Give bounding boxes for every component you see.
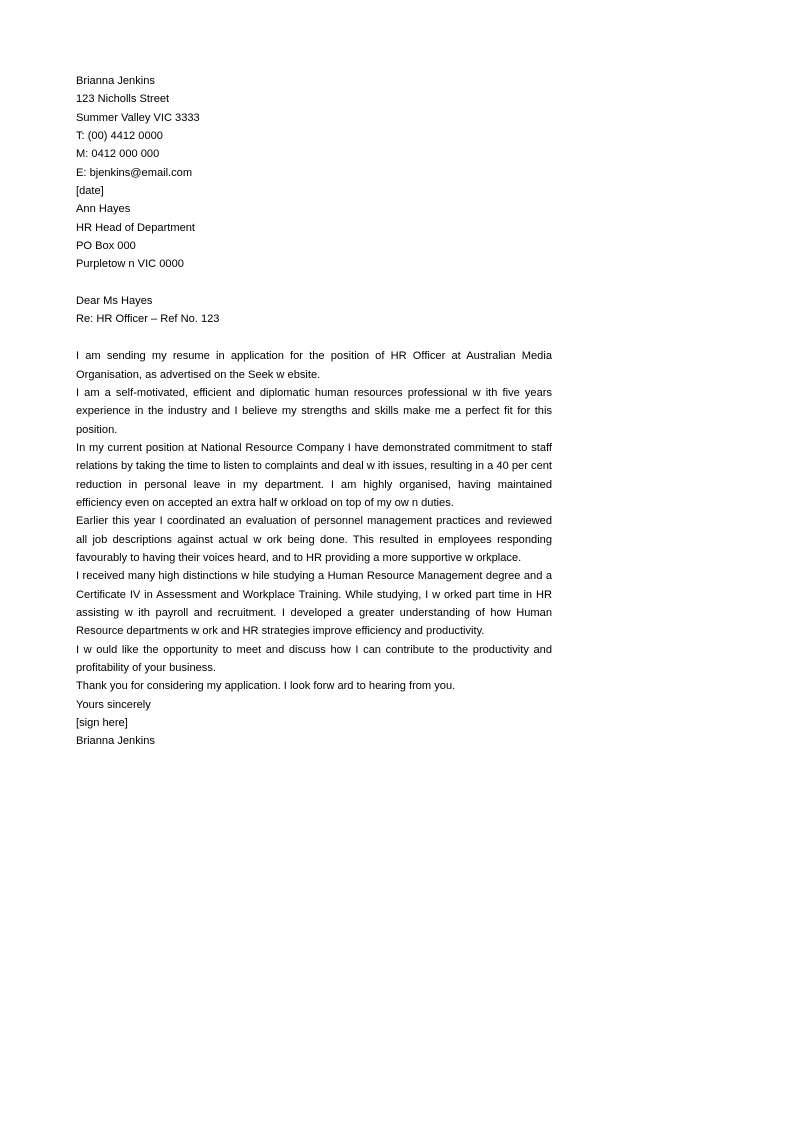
subject-line: Re: HR Officer – Ref No. 123 [76,313,220,326]
recipient-title: HR Head of Department [76,221,196,234]
body-paragraph: In my current position at National Resource Company I have demonstrated commitment to staff relations by taking the time to listen to complaints and deal w ith issues, resulting in a 40 per cent reduction in personal leave in my department. I am highly organised, having maintained efficiency even on accepted an extra half w orkload on top of my ow n duties. [76,441,552,509]
recipient-block [76,200,552,273]
sender-street: 123 Nicholls Street [76,93,170,106]
recipient-city: Purpletow n VIC 0000 [76,258,184,271]
body-paragraph: I w ould like the opportunity to meet and discuss how I can contribute to the productivity and profitability of your business. [76,643,552,674]
closing: Yours sincerely [76,698,151,711]
sender-block [76,72,552,182]
signoff-name: Brianna Jenkins [76,735,155,748]
recipient-box: PO Box 000 [76,240,136,253]
spacer [76,329,552,347]
letter-body [76,347,552,696]
body-paragraph: Thank you for considering my application. I look forw ard to hearing from you. [76,680,456,693]
sender-email: E: bjenkins@email.com [76,166,193,179]
sender-phone: T: (00) 4412 0000 [76,130,163,143]
body-paragraph: I am a self-motivated, efficient and diplomatic human resources professional w ith five years experience in the industry and I believe my strengths and skills make me a perfect fit for this position. [76,386,552,436]
body-paragraph: I am sending my resume in application for the position of HR Officer at Australian Media Organisation, as advertised on the Seek w ebsite. [76,350,552,381]
salutation: Dear Ms Hayes [76,295,153,308]
sender-name: Brianna Jenkins [76,75,155,87]
letter-page [76,72,552,751]
sender-mobile: M: 0412 000 000 [76,148,160,161]
signature-placeholder: [sign here] [76,717,128,730]
sender-city: Summer Valley VIC 3333 [76,111,200,124]
body-paragraph: Earlier this year I coordinated an evaluation of personnel management practices and reviewed all job descriptions against actual w ork being done. This resulted in employees responding favourably to having their voices heard, and to HR providing a more supportive w orkplace. [76,515,552,564]
recipient-name: Ann Hayes [76,203,131,216]
spacer [76,274,552,292]
letter-date: [date] [76,185,104,198]
body-paragraph: I received many high distinctions w hile studying a Human Resource Management degree and a Certificate IV in Assessment and Workplace Training. While studying, I w orked part time in HR assisting w ith payroll and recruitment. I developed a greater understanding of how Human Resource departments w ork and HR strategies improve efficiency and productivity. [76,570,552,638]
